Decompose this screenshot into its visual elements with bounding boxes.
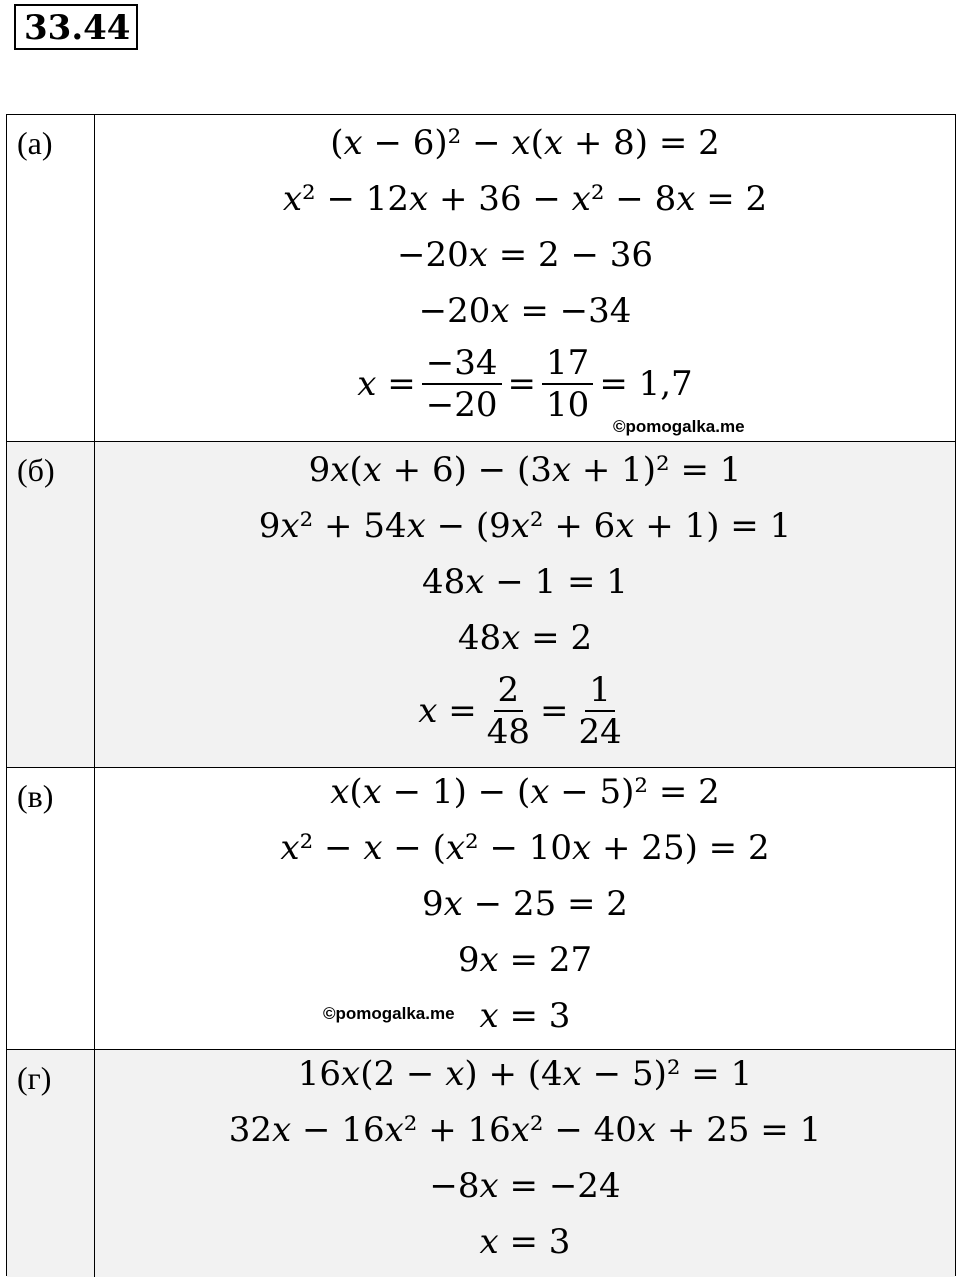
row-b (7, 441, 955, 767)
equals-sign: = (539, 691, 569, 731)
fraction (483, 670, 534, 752)
numerator: 17 (542, 343, 593, 385)
fraction (422, 343, 502, 425)
denominator: 10 (546, 385, 590, 425)
equation-line: −20𝑥 = −34 (418, 291, 632, 331)
equation-line: 48𝑥 − 1 = 1 (422, 562, 628, 602)
row-label: (в) (17, 778, 54, 814)
final-equation (95, 343, 955, 425)
denominator: 48 (486, 712, 530, 752)
numerator: 1 (585, 670, 615, 712)
solution-table (6, 114, 956, 1276)
denominator: −20 (425, 385, 498, 425)
equation-line: (𝑥 − 6)² − 𝑥(𝑥 + 8) = 2 (330, 123, 720, 163)
row-g (7, 1049, 955, 1277)
row-label: (б) (17, 452, 55, 488)
equation-line: 9𝑥² + 54𝑥 − (9𝑥² + 6𝑥 + 1) = 1 (258, 506, 792, 546)
equation-line: 9𝑥(𝑥 + 6) − (3𝑥 + 1)² = 1 (308, 450, 742, 490)
row-a (7, 115, 955, 441)
final-equation (95, 670, 955, 752)
equation-line: 𝑥² − 𝑥 − (𝑥² − 10𝑥 + 25) = 2 (280, 828, 770, 868)
final-rhs: = 1,7 (599, 364, 693, 404)
equation-line: 𝑥² − 12𝑥 + 36 − 𝑥² − 8𝑥 = 2 (282, 179, 768, 219)
equation-line: 𝑥 = 3 (479, 996, 571, 1036)
row-label: (г) (17, 1060, 52, 1096)
equation-line: 𝑥(𝑥 − 1) − (𝑥 − 5)² = 2 (330, 772, 720, 812)
equation-line: −8𝑥 = −24 (429, 1166, 621, 1206)
denominator: 24 (578, 712, 622, 752)
final-lhs: 𝑥 = (418, 691, 477, 731)
numerator: −34 (422, 343, 502, 385)
row-v (7, 767, 955, 1049)
numerator: 2 (494, 670, 524, 712)
equation-line: −20𝑥 = 2 − 36 (396, 235, 654, 275)
fraction (574, 670, 625, 752)
equation-line: 32𝑥 − 16𝑥² + 16𝑥² − 40𝑥 + 25 = 1 (228, 1110, 822, 1150)
equation-line: 48𝑥 = 2 (457, 618, 593, 658)
row-label: (а) (17, 125, 53, 161)
fraction (542, 343, 593, 425)
equals-sign: = (507, 364, 537, 404)
equation-line: 𝑥 = 3 (479, 1222, 571, 1262)
equation-line: 16𝑥(2 − 𝑥) + (4𝑥 − 5)² = 1 (297, 1054, 753, 1094)
final-lhs: 𝑥 = (357, 364, 416, 404)
watermark: ©pomogalka.me (613, 417, 745, 436)
equation-line: 9𝑥 − 25 = 2 (422, 884, 628, 924)
problem-number: 33.44 (14, 4, 138, 50)
watermark: ©pomogalka.me (323, 1004, 455, 1023)
equation-line: 9𝑥 = 27 (457, 940, 593, 980)
